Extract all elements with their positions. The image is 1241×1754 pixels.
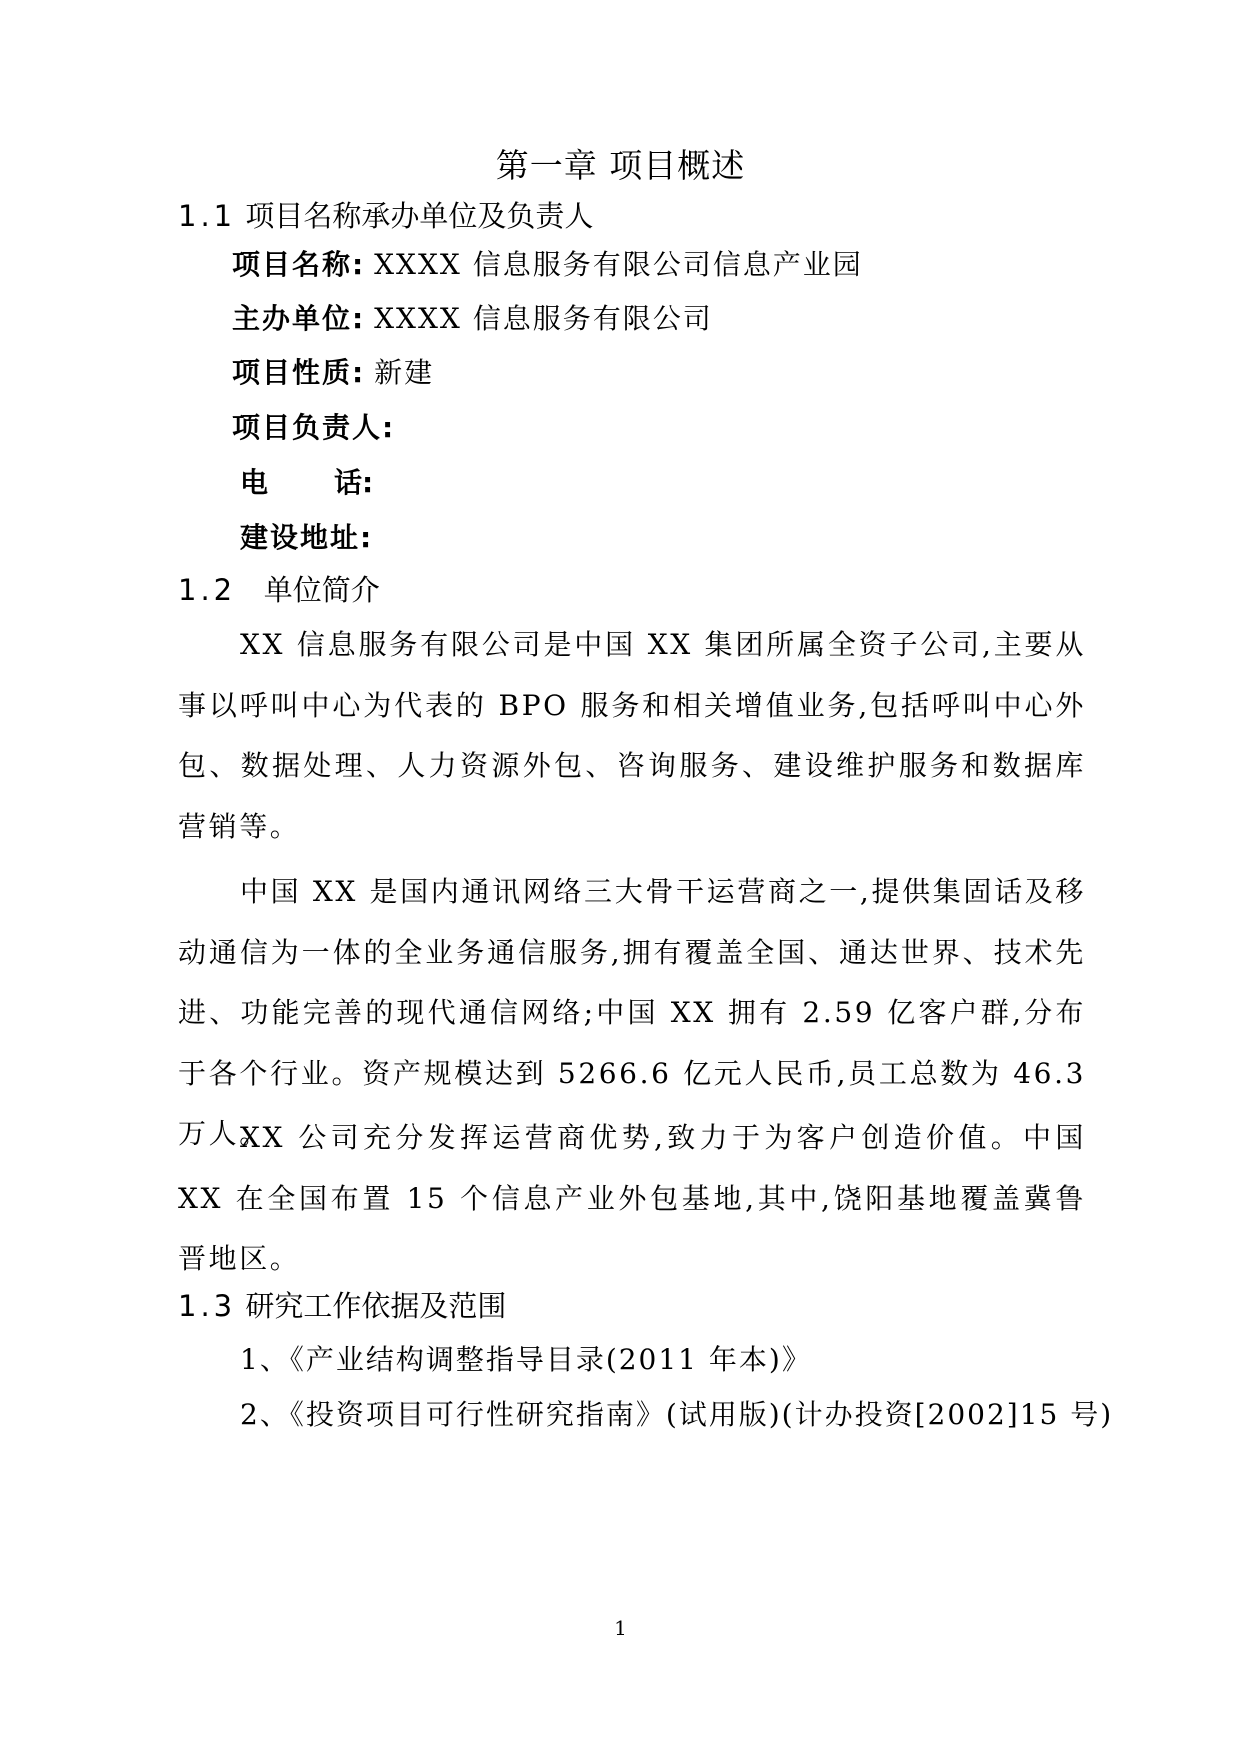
section-number: 1.2 <box>178 573 237 607</box>
section-title: 单位简介 <box>263 573 380 607</box>
field-label-part: 话: <box>334 466 374 499</box>
field-label: 项目性质: <box>232 356 366 389</box>
section-heading-1-1 <box>178 196 593 236</box>
section-number: 1.1 <box>178 199 237 233</box>
field-label: 主办单位: <box>232 302 366 335</box>
project-name-field <box>232 245 863 285</box>
host-unit-field <box>232 299 713 339</box>
body-paragraph: XX 公司充分发挥运营商优势,致力于为客户创造价值。中国 XX 在全国布置 15 个信息产业外包基地,其中,饶阳基地覆盖冀鲁晋地区。 <box>178 1121 1086 1275</box>
section-heading-1-2 <box>178 570 380 610</box>
field-label: 项目名称: <box>232 248 366 281</box>
address-field <box>240 518 373 558</box>
basis-list-item: 1、《产业结构调整指导目录(2011 年本)》 <box>240 1343 812 1376</box>
page-number: 1 <box>614 1616 627 1640</box>
field-label-part: 电 <box>240 466 269 499</box>
phone-field <box>240 463 373 503</box>
field-label: 项目负责人: <box>232 411 396 444</box>
section-number: 1.3 <box>178 1289 237 1323</box>
project-nature-field <box>232 353 434 393</box>
chapter-title: 第一章 项目概述 <box>495 146 746 185</box>
body-paragraph: 中国 XX 是国内通讯网络三大骨干运营商之一,提供集固话及移动通信为一体的全业务通信服务,拥有覆盖全国、通达世界、技术先进、功能完善的现代通信网络;中国 XX 拥有 2.59 亿客户群,分布于各个行业。资产规模达到 5266.6 亿元人民币,员工总数为 46.3 万人。 <box>178 875 1086 1150</box>
section-heading-1-3 <box>178 1286 506 1326</box>
field-value: XXXX 信息服务有限公司 <box>374 302 713 335</box>
body-paragraph: XX 信息服务有限公司是中国 XX 集团所属全资子公司,主要从事以呼叫中心为代表的 BPO 服务和相关增值业务,包括呼叫中心外包、数据处理、人力资源外包、咨询服务、建设维护服务和数据库营销等。 <box>178 628 1086 843</box>
field-value: 新建 <box>374 356 435 389</box>
section-title: 研究工作依据及范围 <box>245 1289 507 1323</box>
field-label: 建设地址: <box>240 521 374 554</box>
field-value: XXXX 信息服务有限公司信息产业园 <box>374 248 863 281</box>
project-leader-field <box>232 408 395 448</box>
basis-list-item: 2、《投资项目可行性研究指南》(试用版)(计办投资[2002]15 号) <box>240 1398 1114 1431</box>
section-title: 项目名称承办单位及负责人 <box>245 199 594 233</box>
